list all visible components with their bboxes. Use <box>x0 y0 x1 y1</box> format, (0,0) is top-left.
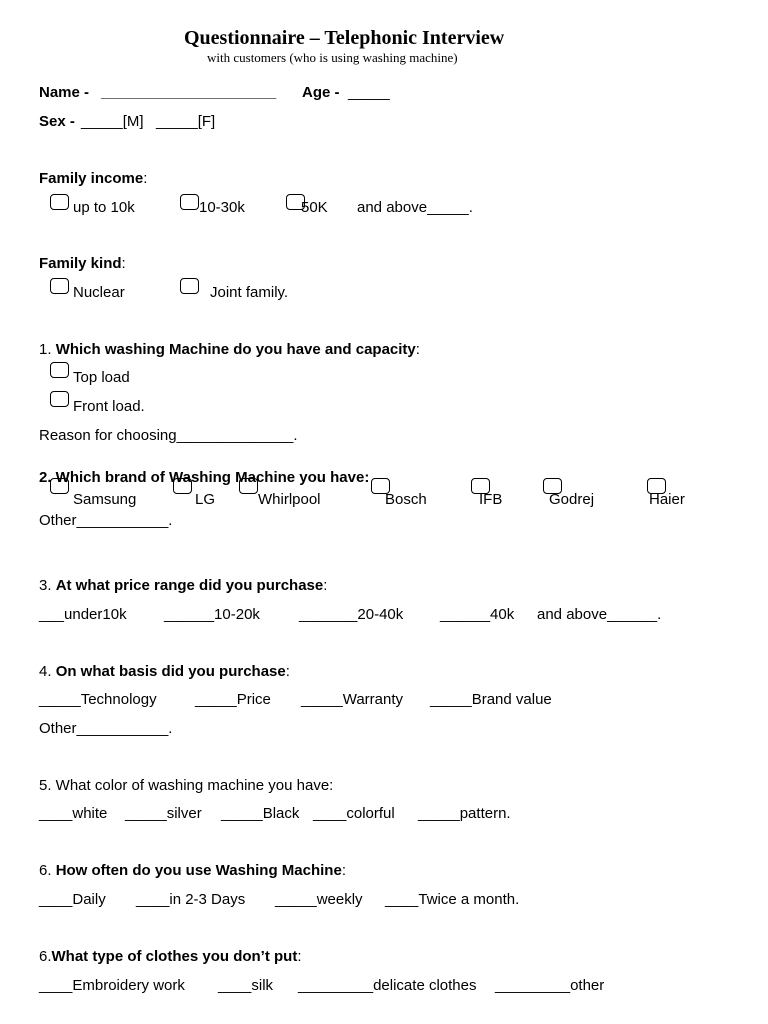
q1-colon: : <box>415 341 420 358</box>
q4-other-field[interactable]: Other___________. <box>39 720 173 737</box>
q7-number: 6. <box>39 948 52 965</box>
q6-heading <box>39 863 346 878</box>
income-option-upto10k: up to 10k <box>73 199 135 216</box>
name-label: Name - <box>39 84 90 101</box>
q3-text: At what price range did you purchase <box>55 577 324 594</box>
family-nuclear-checkbox[interactable] <box>50 278 69 294</box>
age-field[interactable]: _____ <box>348 84 390 101</box>
q1-option-topload: Top load <box>73 369 130 386</box>
q7-text: What type of clothes you don’t put <box>51 948 298 965</box>
page-title: Questionnaire – Telephonic Interview <box>184 27 505 49</box>
family-option-nuclear: Nuclear <box>73 284 125 301</box>
q6-option-daily[interactable]: ____Daily <box>39 891 106 908</box>
q7-colon: : <box>297 948 302 965</box>
q1-topload-checkbox[interactable] <box>50 362 69 378</box>
q2-brand-whirlpool: Whirlpool <box>258 491 321 508</box>
q1-reason-field[interactable]: Reason for choosing______________. <box>39 427 298 444</box>
q3-option-40k[interactable]: ______40k <box>440 606 515 623</box>
q1-frontload-checkbox[interactable] <box>50 391 69 407</box>
q1-text: Which washing Machine do you have and capacity <box>55 341 416 358</box>
income-heading <box>39 171 147 186</box>
q4-colon: : <box>285 663 290 680</box>
q6-text: How often do you use Washing Machine <box>55 862 342 879</box>
q5-option-silver[interactable]: _____silver <box>125 805 202 822</box>
q4-text: On what basis did you purchase <box>55 663 286 680</box>
q2-brand-samsung: Samsung <box>73 491 137 508</box>
q6-colon: : <box>341 862 346 879</box>
q7-option-delicate[interactable]: _________delicate clothes <box>298 977 477 994</box>
q7-option-other[interactable]: _________other <box>495 977 605 994</box>
q3-option-20-40k[interactable]: _______20-40k <box>299 606 404 623</box>
q5-option-white[interactable]: ____white <box>39 805 108 822</box>
sex-label: Sex - <box>39 113 75 130</box>
q3-option-under10k[interactable]: ___under10k <box>39 606 127 623</box>
income-10-30k-checkbox[interactable] <box>180 194 199 210</box>
family-option-joint: Joint family. <box>210 284 289 301</box>
q2-brand-haier: Haier <box>649 491 685 508</box>
q4-option-brand-value[interactable]: _____Brand value <box>430 691 552 708</box>
family-kind-heading <box>39 256 126 271</box>
page-subtitle: with customers (who is using washing machine) <box>207 50 458 65</box>
q2-brand-lg: LG <box>195 491 216 508</box>
sex-male-field[interactable]: _____[M] <box>81 113 144 130</box>
q3-option-10-20k[interactable]: ______10-20k <box>164 606 260 623</box>
q2-brand-bosch: Bosch <box>385 491 427 508</box>
income-label: Family income <box>39 170 144 187</box>
q2-lg-checkbox[interactable] <box>173 478 192 494</box>
q7-heading <box>39 949 302 964</box>
q3-heading <box>39 578 327 593</box>
q2-other-field[interactable]: Other___________. <box>39 512 173 529</box>
q3-colon: : <box>323 577 328 594</box>
q6-option-2-3-days[interactable]: ____in 2-3 Days <box>136 891 246 908</box>
q2-heading: 2. Which brand of Washing Machine you have: <box>39 469 370 486</box>
q4-option-price[interactable]: _____Price <box>195 691 271 708</box>
q6-option-twice-month[interactable]: ____Twice a month. <box>385 891 520 908</box>
income-option-50k: 50K <box>301 199 328 216</box>
q4-option-technology[interactable]: _____Technology <box>39 691 157 708</box>
q2-samsung-checkbox[interactable] <box>50 478 69 494</box>
q4-option-warranty[interactable]: _____Warranty <box>301 691 403 708</box>
q2-brand-godrej: Godrej <box>549 491 595 508</box>
q3-number: 3. <box>39 577 52 594</box>
sex-female-field[interactable]: _____[F] <box>156 113 216 130</box>
q1-heading <box>39 342 420 357</box>
income-option-10-30k: 10-30k <box>199 199 245 216</box>
q4-heading <box>39 664 290 679</box>
family-kind-label: Family kind <box>39 255 122 272</box>
q7-option-embroidery[interactable]: ____Embroidery work <box>39 977 185 994</box>
q5-option-black[interactable]: _____Black <box>221 805 300 822</box>
family-joint-checkbox[interactable] <box>180 278 199 294</box>
q6-option-weekly[interactable]: _____weekly <box>275 891 363 908</box>
q4-number: 4. <box>39 663 52 680</box>
q5-option-pattern[interactable]: _____pattern. <box>418 805 511 822</box>
q2-whirlpool-checkbox[interactable] <box>239 478 258 494</box>
name-field[interactable]: _____________________ <box>101 84 277 101</box>
q2-brand-ifb: IFB <box>479 491 503 508</box>
q5-option-colorful[interactable]: ____colorful <box>313 805 395 822</box>
q6-number: 6. <box>39 862 52 879</box>
age-label: Age - <box>302 84 340 101</box>
q1-number: 1. <box>39 341 52 358</box>
q5-heading: 5. What color of washing machine you have: <box>39 777 334 794</box>
income-colon: : <box>143 170 148 187</box>
q3-option-above[interactable]: and above______. <box>537 606 662 623</box>
family-kind-colon: : <box>121 255 126 272</box>
q1-option-frontload: Front load. <box>73 398 145 415</box>
income-upto10k-checkbox[interactable] <box>50 194 69 210</box>
q7-option-silk[interactable]: ____silk <box>218 977 274 994</box>
income-option-above[interactable]: and above_____. <box>357 199 473 216</box>
